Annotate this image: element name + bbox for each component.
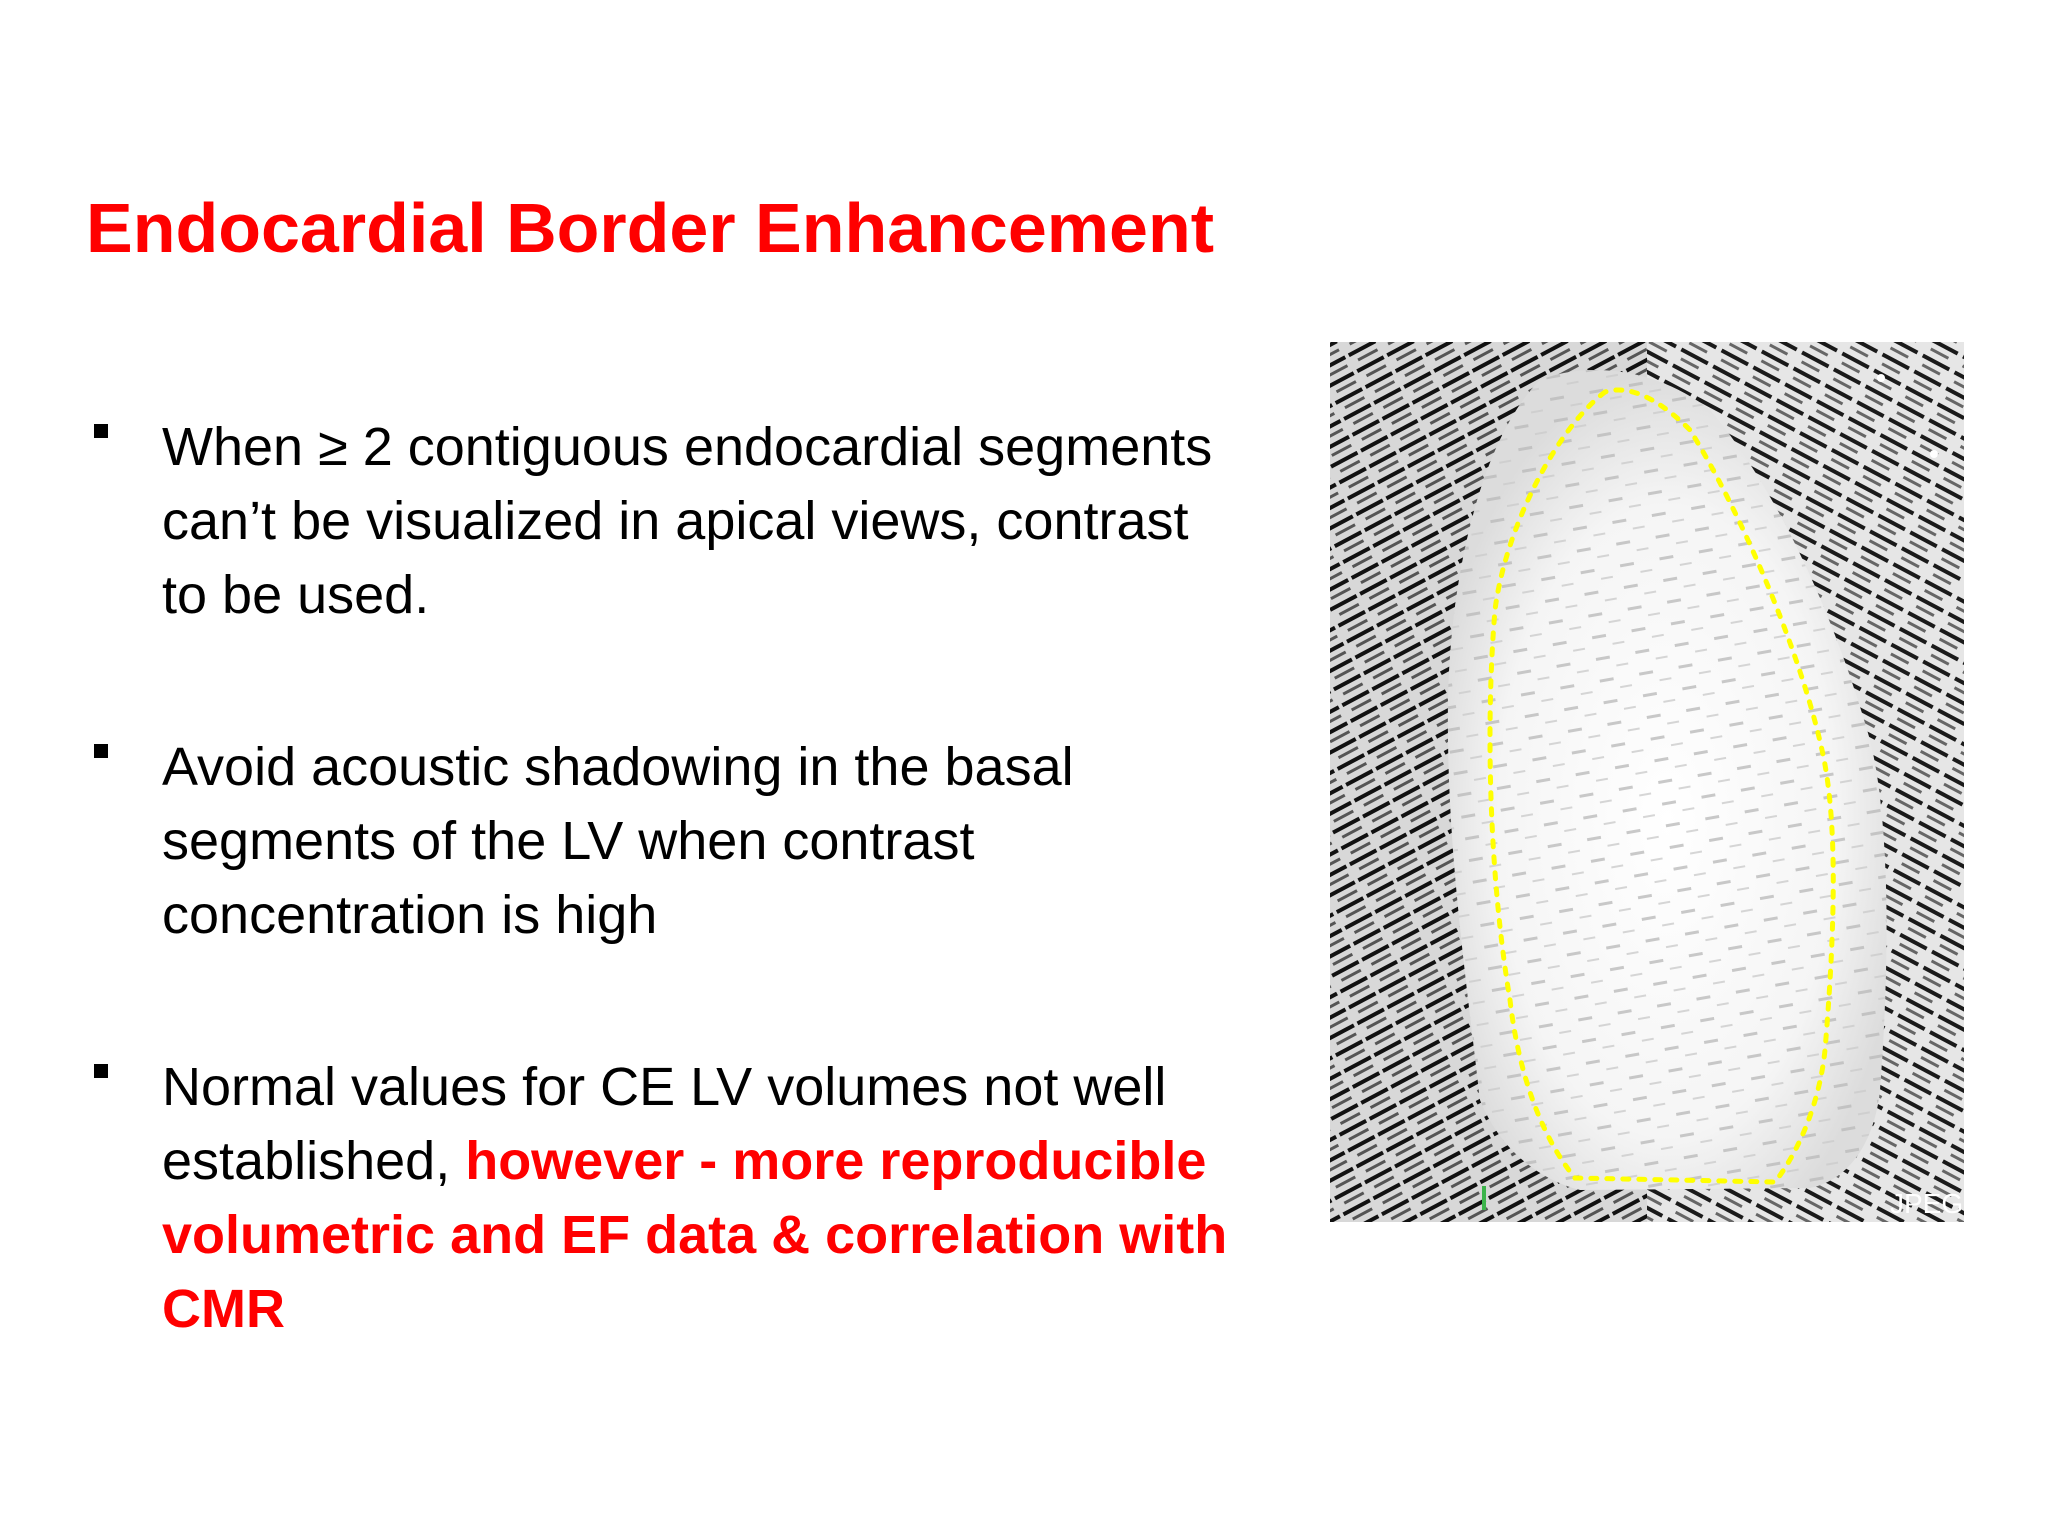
bullet-item: [86, 410, 1246, 632]
square-bullet-icon: [94, 424, 108, 438]
marker-dot: [1930, 450, 1938, 458]
bullet-text: Normal values for CE LV volumes not well established,: [162, 1057, 1167, 1191]
green-marker: [1482, 1186, 1486, 1210]
bullet-emphasis-text: however - more reproducible volumetric and EF data & correlation with CMR: [162, 1131, 1228, 1339]
square-bullet-icon: [94, 1064, 108, 1078]
bullet-text: When ≥ 2 contiguous endocardial segments can’t be visualized in apical views, contrast to be used.: [162, 417, 1213, 625]
bullet-list: [86, 410, 1246, 1346]
bullet-item: [86, 730, 1246, 952]
bullet-item: [86, 1050, 1246, 1346]
marker-dot: [1877, 374, 1885, 382]
slide-title: Endocardial Border Enhancement: [86, 189, 1215, 267]
echocardiogram-image: [1330, 320, 1964, 1222]
jpeg-watermark: JPEG: [1890, 1188, 1964, 1219]
echocardiogram-svg: [1330, 320, 1964, 1222]
bullet-text: Avoid acoustic shadowing in the basal segments of the LV when contrast concentration is high: [162, 737, 1074, 945]
square-bullet-icon: [94, 744, 108, 758]
top-edge: [1330, 320, 1964, 342]
